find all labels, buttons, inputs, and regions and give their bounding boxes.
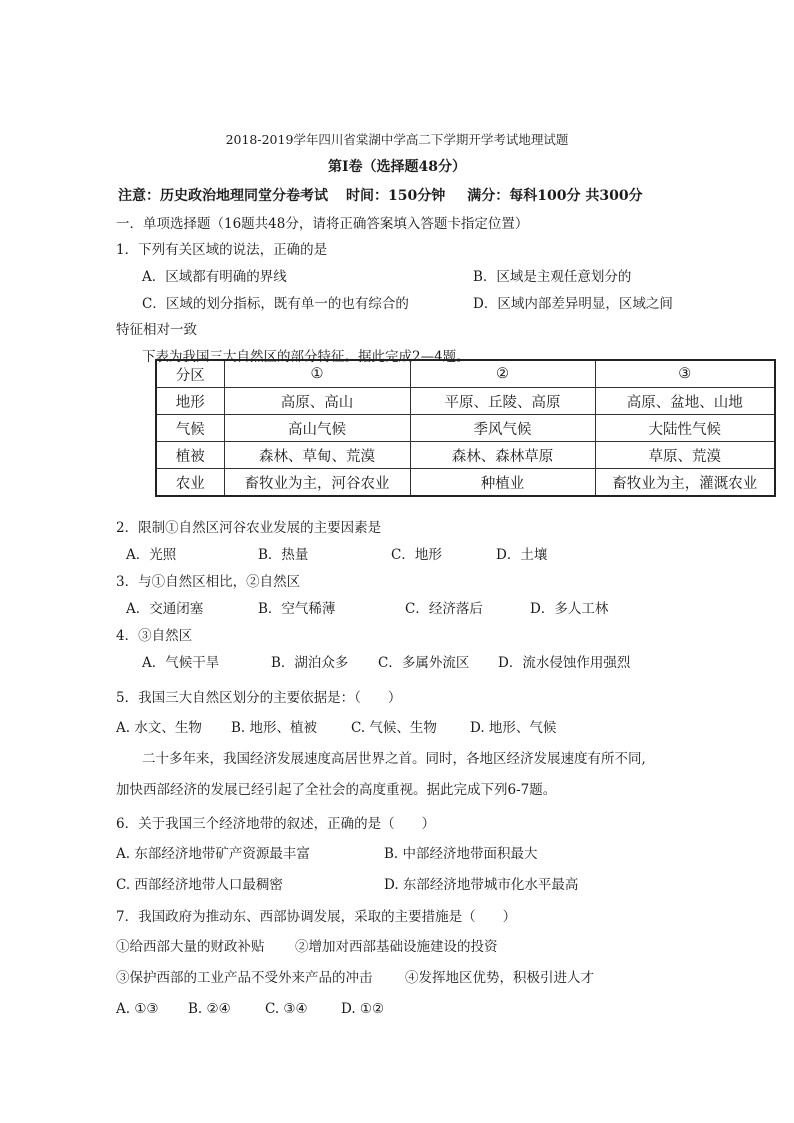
table-cell: 畜牧业为主，河谷农业 <box>224 469 410 497</box>
table-row <box>156 388 775 415</box>
note-score: 满分：每科100分 共300分 <box>467 188 643 204</box>
q3-stem: 3．与①自然区相比，②自然区 <box>116 574 301 590</box>
q7-option-b: B. ②④ <box>188 1001 231 1017</box>
q3-option-b: B．空气稀薄 <box>258 601 336 617</box>
q1-option-b: B．区域是主观任意划分的 <box>473 269 632 285</box>
q7-item-3: ③保护西部的工业产品不受外来产品的冲击 <box>116 970 373 986</box>
table-header-row <box>156 360 775 388</box>
table-cell: 平原、丘陵、高原 <box>410 388 595 415</box>
q5-option-b: B. 地形、植被 <box>231 720 318 736</box>
q3-option-c: C．经济落后 <box>405 601 483 617</box>
table-row <box>156 415 775 442</box>
q7-stem: 7．我国政府为推动东、西部协调发展，采取的主要措施是（ ） <box>116 909 517 925</box>
table-header-cell: ② <box>410 360 595 388</box>
part1-heading: 一．单项选择题（16题共48分，请将正确答案填入答题卡指定位置） <box>116 216 529 232</box>
q6-option-d: D. 东部经济地带城市化水平最高 <box>384 877 579 893</box>
table-header-cell: ① <box>224 360 410 388</box>
q7-item-2: ②增加对西部基础设施建设的投资 <box>295 939 498 955</box>
table-cell: 草原、荒漠 <box>595 442 775 469</box>
q3-option-a: A．交通闭塞 <box>126 601 204 617</box>
table-cell: 畜牧业为主，灌溉农业 <box>595 469 775 497</box>
regions-table <box>155 359 776 497</box>
q2-stem: 2．限制①自然区河谷农业发展的主要因素是 <box>116 520 382 536</box>
q7-item-4: ④发挥地区优势，积极引进人才 <box>405 970 594 986</box>
table-row-head: 农业 <box>156 469 224 497</box>
q5-option-a: A. 水文、生物 <box>116 720 202 736</box>
table-row-head: 气候 <box>156 415 224 442</box>
q1-option-d: D．区域内部差异明显，区域之间 <box>473 296 673 312</box>
q7-item-1: ①给西部大量的财政补贴 <box>116 939 265 955</box>
q1-option-c: C．区域的划分指标，既有单一的也有综合的 <box>142 296 409 312</box>
table-row-head: 植被 <box>156 442 224 469</box>
table-cell: 高山气候 <box>224 415 410 442</box>
q6-option-c: C. 西部经济地带人口最稠密 <box>116 877 283 893</box>
q4-option-d: D．流水侵蚀作用强烈 <box>498 655 631 671</box>
q5-option-c: C. 气候、生物 <box>351 720 437 736</box>
q6-option-a: A. 东部经济地带矿产资源最丰富 <box>116 846 310 862</box>
note-time: 时间：150分钟 <box>346 188 446 204</box>
q2-option-c: C．地形 <box>391 547 442 563</box>
exam-title: 2018-2019学年四川省棠湖中学高二下学期开学考试地理试题 <box>225 132 569 147</box>
q2-option-d: D．土壤 <box>496 547 548 563</box>
q1-option-a: A．区域都有明确的界线 <box>142 269 287 285</box>
table-header-cell: ③ <box>595 360 775 388</box>
exam-note <box>118 187 643 205</box>
q1-option-d-cont: 特征相对一致 <box>116 322 197 338</box>
passage-line-1: 二十多年来，我国经济发展速度高居世界之首。同时，各地区经济发展速度有所不同, <box>142 751 646 767</box>
table-cell: 种植业 <box>410 469 595 497</box>
q2-option-a: A．光照 <box>126 547 177 563</box>
q4-option-b: B．湖泊众多 <box>271 655 349 671</box>
table-cell: 大陆性气候 <box>595 415 775 442</box>
passage-line-2: 加快西部经济的发展已经引起了全社会的高度重视。据此完成下列6-7题。 <box>116 782 557 798</box>
q4-stem: 4．③自然区 <box>116 628 193 644</box>
q7-option-c: C. ③④ <box>265 1001 308 1017</box>
q5-option-d: D. 地形、气候 <box>470 720 557 736</box>
q3-option-d: D．多人工林 <box>530 601 609 617</box>
table-cell: 高原、高山 <box>224 388 410 415</box>
table-cell: 森林、森林草原 <box>410 442 595 469</box>
q6-option-b: B. 中部经济地带面积最大 <box>384 846 538 862</box>
q7-option-a: A. ①③ <box>116 1001 159 1017</box>
q4-option-c: C．多属外流区 <box>378 655 470 671</box>
table-header-cell: 分区 <box>156 360 224 388</box>
table-intro: 下表为我国三大自然区的部分特征。据此完成2—4题。 <box>142 349 470 365</box>
table-row <box>156 442 775 469</box>
q7-option-d: D. ①② <box>341 1001 385 1017</box>
table-row <box>156 469 775 497</box>
table-cell: 季风气候 <box>410 415 595 442</box>
table-cell: 高原、盆地、山地 <box>595 388 775 415</box>
q4-option-a: A．气候干旱 <box>142 655 220 671</box>
q1-stem: 1．下列有关区域的说法，正确的是 <box>116 242 328 258</box>
q2-option-b: B．热量 <box>258 547 309 563</box>
table-cell: 森林、草甸、荒漠 <box>224 442 410 469</box>
table-row-head: 地形 <box>156 388 224 415</box>
q6-stem: 6．关于我国三个经济地带的叙述，正确的是（ ） <box>116 816 436 832</box>
section-title: 第Ⅰ卷（选择题48分） <box>327 159 467 175</box>
note-prefix: 注意：历史政治地理同堂分卷考试 <box>118 188 328 204</box>
q5-stem: 5．我国三大自然区划分的主要依据是：（ ） <box>116 690 402 706</box>
